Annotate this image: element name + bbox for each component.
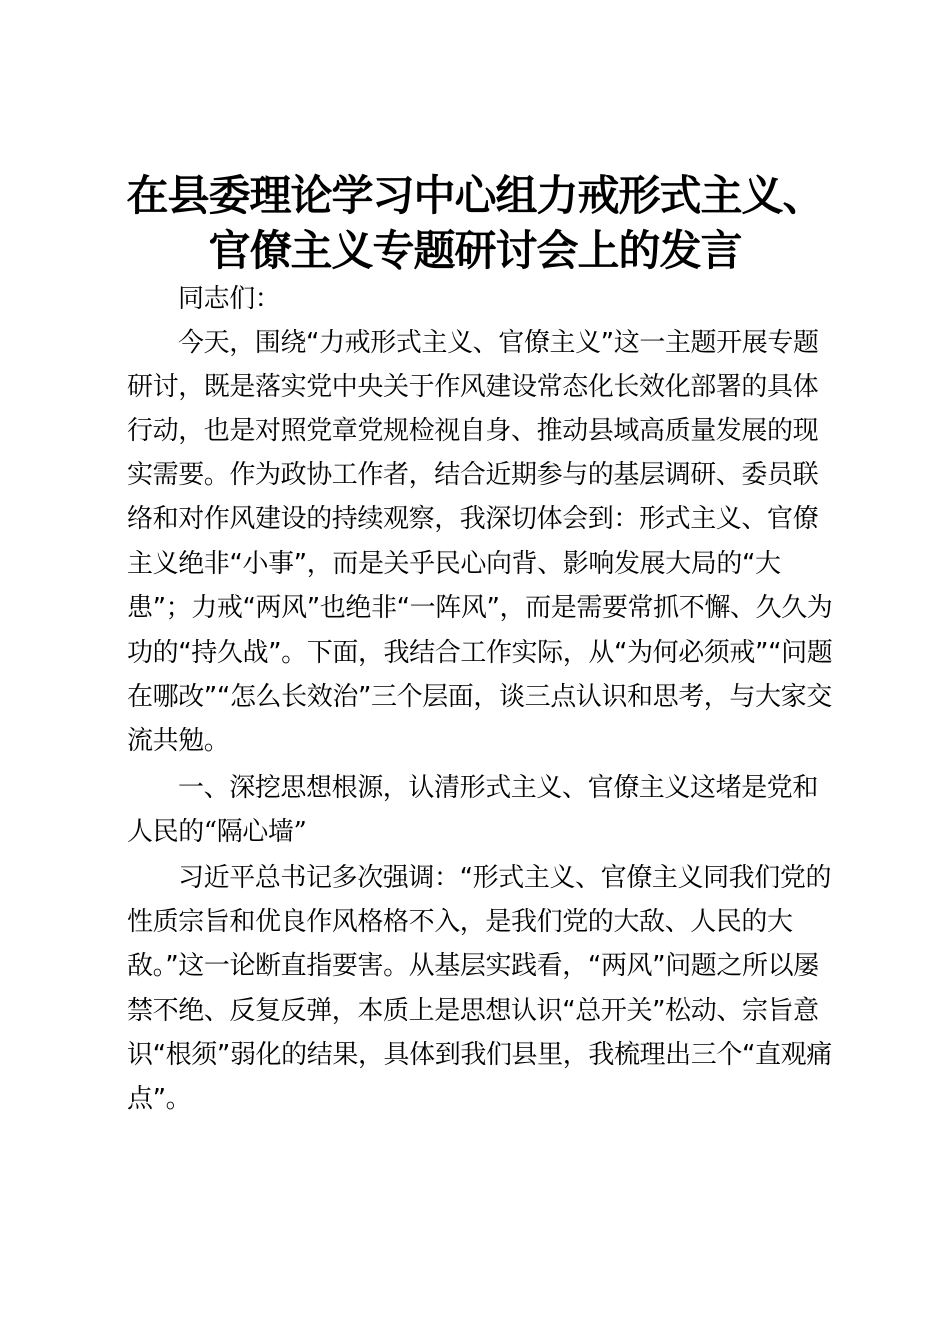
paragraph-line: 禁不绝、反复反弹，本质上是思想认识“总开关”松动、宗旨意: [127, 996, 819, 1026]
title-line-2: 官僚主义专题研讨会上的发言: [208, 226, 742, 275]
paragraph-line: 实需要。作为政协工作者，结合近期参与的基层调研、委员联: [127, 460, 819, 490]
salutation: 同志们：: [178, 284, 281, 314]
paragraph-line: 研讨，既是落实党中央关于作风建设常态化长效化部署的具体: [127, 372, 819, 402]
paragraph-line: 习近平总书记多次强调：“形式主义、官僚主义同我们党的: [178, 863, 832, 893]
title-line-1: 在县委理论学习中心组力戒形式主义、: [126, 171, 824, 220]
section-heading-line: 人民的“隔心墙”: [127, 817, 307, 847]
paragraph-line: 性质宗旨和优良作风格格不入，是我们党的大敌、人民的大: [127, 907, 793, 937]
paragraph-line: 行动，也是对照党章党规检视自身、推动县域高质量发展的现: [127, 416, 819, 446]
paragraph-line: 敌。”这一论断直指要害。从基层实践看，“两风”问题之所以屡: [127, 951, 819, 981]
paragraph-line: 患”；力戒“两风”也绝非“一阵风”，而是需要常抓不懈、久久为: [127, 593, 833, 623]
paragraph-line: 主义绝非“小事”，而是关乎民心向背、影响发展大局的“大: [127, 549, 781, 579]
paragraph-line: 流共勉。: [127, 726, 230, 756]
paragraph-line: 在哪改”“怎么长效治”三个层面，谈三点认识和思考，与大家交: [127, 682, 832, 712]
paragraph-line: 点”。: [127, 1084, 192, 1114]
paragraph-line: 今天，围绕“力戒形式主义、官僚主义”这一主题开展专题: [178, 328, 819, 358]
paragraph-line: 功的“持久战”。下面，我结合工作实际，从“为何必须戒”“问题: [127, 638, 833, 668]
section-heading-line: 一、深挖思想根源，认清形式主义、官僚主义这堵是党和: [178, 773, 819, 803]
paragraph-line: 络和对作风建设的持续观察，我深切体会到：形式主义、官僚: [127, 504, 819, 534]
paragraph-line: 识“根须”弱化的结果，具体到我们县里，我梳理出三个“直观痛: [127, 1040, 832, 1070]
